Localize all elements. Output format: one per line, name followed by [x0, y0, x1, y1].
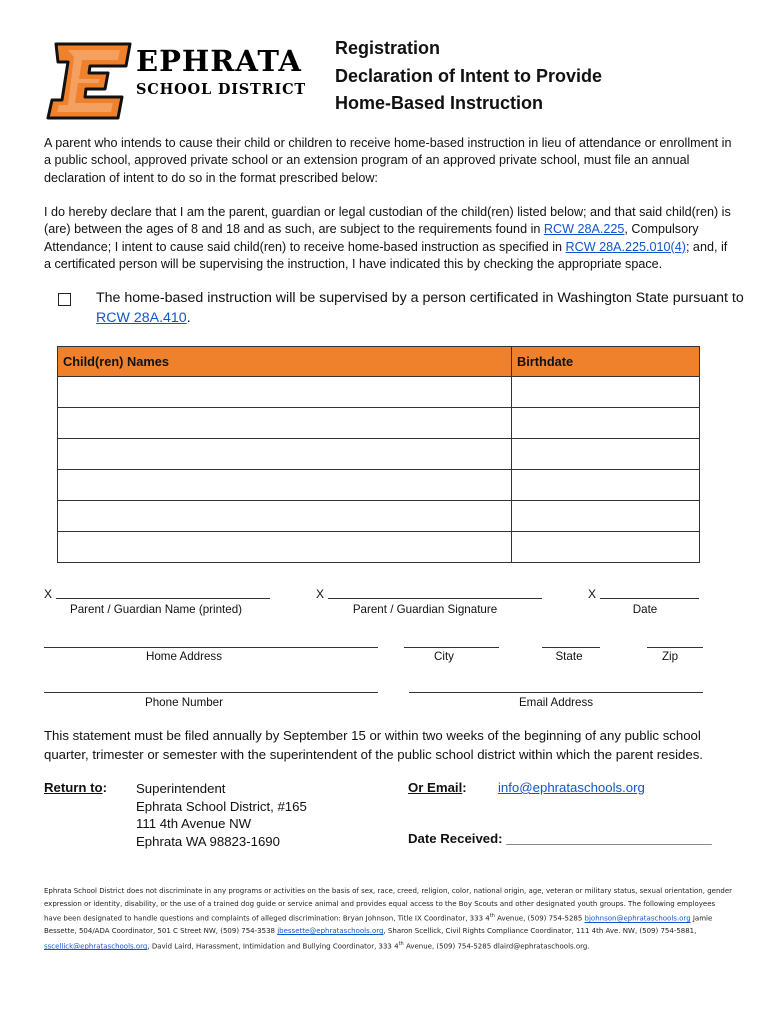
date-label: Date: [632, 603, 658, 616]
intro-paragraph: A parent who intends to cause their child or children to receive home-based instruction in lieu of attendance or enrollment in a public school, approved private school or an extension program of an approved private school, must file an annual declaration of intent to do so in the format prescribed below:: [44, 136, 732, 185]
sscellick-email-link[interactable]: sscellick@ephrataschools.org: [44, 942, 148, 951]
info-email-link[interactable]: info@ephrataschools.org: [498, 780, 645, 795]
child-name-cell[interactable]: [58, 470, 512, 501]
table-row: [58, 470, 700, 501]
title-line: Registration: [335, 38, 441, 58]
ordinal-suffix: th: [489, 913, 495, 920]
notice-text: Avenue, (509) 754-5285 dlaird@ephrataschools.org.: [403, 942, 590, 951]
notice-text: Avenue, (509) 754-5285: [494, 914, 585, 923]
rcw-28a410-link[interactable]: RCW 28A.410: [96, 309, 187, 326]
parent-name-line[interactable]: [56, 598, 270, 599]
city-line[interactable]: [404, 647, 499, 648]
notice-text: Jamie Bessette, 504/ADA Coordinator, 501 C Street NW, (509) 754-3538: [44, 914, 713, 936]
or-email-label: [408, 780, 467, 795]
table-header-row: [58, 347, 700, 377]
address-line: Ephrata WA 98823-1690: [136, 833, 280, 849]
parent-name-label: Parent / Guardian Name (printed): [69, 603, 243, 616]
return-to-label: [44, 780, 107, 795]
parent-signature-line[interactable]: [328, 598, 542, 599]
brand-name: EPHRATA: [136, 44, 302, 78]
x-mark: X: [588, 587, 597, 601]
declaration-text: ; and, if a certificated person will be supervising the instruction, I have indicated this by checking the appropriate space.: [44, 239, 728, 271]
home-address-label: Home Address: [145, 650, 223, 663]
rcw-28a225010-link[interactable]: RCW 28A.225.010(4): [565, 239, 686, 254]
return-to-colon: :: [102, 780, 108, 795]
date-line[interactable]: [600, 598, 699, 599]
table-row: [58, 532, 700, 563]
title-line: Declaration of Intent to Provide: [335, 65, 603, 86]
district-logo: [46, 40, 132, 122]
state-label: State: [555, 650, 583, 663]
declaration-text: , Compulsory Attendance; I intent to cause said child(ren) to receive home-based instruction as specified in: [44, 222, 699, 254]
birthdate-cell[interactable]: [512, 408, 700, 439]
birthdate-cell[interactable]: [512, 532, 700, 563]
or-email-text: Or Email: [408, 780, 463, 795]
ordinal-suffix: th: [398, 941, 404, 948]
birthdate-cell[interactable]: [512, 501, 700, 532]
declaration-text: I do hereby declare that I am the parent, guardian or legal custodian of the child(ren) listed below; and that said child(ren) is (are) between the ages of 8 and 18 and as such, are subject to the requirements found in: [44, 205, 731, 237]
x-mark: X: [316, 587, 325, 601]
certificated-end: .: [186, 309, 191, 326]
table-row: [58, 439, 700, 470]
form-title: [335, 35, 602, 118]
table-row: [58, 501, 700, 532]
address-line: 111 4th Avenue NW: [136, 816, 252, 831]
birthdate-cell[interactable]: [512, 439, 700, 470]
brand-subtitle: SCHOOL DISTRICT: [136, 81, 306, 98]
phone-label: Phone Number: [145, 696, 223, 709]
or-email-colon: :: [462, 780, 467, 795]
state-line[interactable]: [542, 647, 600, 648]
notice-text: , Sharon Scellick, Civil Rights Compliance Coordinator, 111 4th Ave. NW, (509) 754-5881,: [383, 927, 697, 936]
return-to-text: Return to: [44, 780, 103, 795]
child-name-cell[interactable]: [58, 532, 512, 563]
child-name-cell[interactable]: [58, 501, 512, 532]
certificated-checkbox[interactable]: [58, 293, 71, 306]
email-line[interactable]: [409, 692, 703, 693]
jbessette-email-link[interactable]: jbessette@ephrataschools.org: [277, 927, 384, 936]
table-row: [58, 377, 700, 408]
bjohnson-email-link[interactable]: bjohnson@ephrataschools.org: [584, 914, 691, 923]
declaration-paragraph: [44, 204, 734, 273]
notice-text: , David Laird, Harassment, Intimidation and Bullying Coordinator, 333 4: [147, 942, 399, 951]
notice-text: Ephrata School District does not discriminate in any programs or activities on the basis of sex, race, creed, religion, color, national origin, age, veteran or military status, sexual orientation, gender expression or identity, disability, or the use of a trained dog guide or service animal and provides equal access to the Boy Scouts and other designated youth groups. The following employees have been designated to handle questions and complaints of alleged discrimination: Bryan Johnson, Title IX Coordinator, 333 4: [44, 887, 733, 923]
home-address-line[interactable]: [44, 647, 378, 648]
col-birthdate: Birthdate: [512, 347, 700, 377]
child-name-cell[interactable]: [58, 439, 512, 470]
address-line: Ephrata School District, #165: [136, 798, 307, 814]
certificated-text: The home-based instruction will be supervised by a person certificated in Washington State pursuant to: [96, 290, 744, 306]
child-name-cell[interactable]: [58, 377, 512, 408]
address-line: Superintendent: [136, 781, 226, 796]
table-row: [58, 408, 700, 439]
rcw-28a225-link[interactable]: RCW 28A.225: [543, 222, 625, 237]
x-mark: X: [44, 587, 53, 601]
city-label: City: [434, 650, 454, 663]
certificated-statement: [96, 289, 746, 328]
birthdate-cell[interactable]: [512, 470, 700, 501]
col-children-names: Child(ren) Names: [58, 347, 512, 377]
phone-line[interactable]: [44, 692, 378, 693]
birthdate-cell[interactable]: [512, 377, 700, 408]
zip-label: Zip: [661, 650, 679, 663]
child-name-cell[interactable]: [58, 408, 512, 439]
email-label: Email Address: [518, 696, 594, 709]
return-address: [136, 780, 307, 850]
children-table: [57, 346, 700, 563]
title-line: Home-Based Instruction: [335, 93, 544, 113]
non-discrimination-notice: [44, 885, 734, 953]
zip-line[interactable]: [647, 647, 703, 648]
parent-signature-label: Parent / Guardian Signature: [352, 603, 498, 616]
filing-statement: This statement must be filed annually by September 15 or within two weeks of the beginning of any public school quarter, trimester or semester with the superintendent of the public school district within which the parent resides.: [44, 728, 703, 762]
date-received: Date Received: ____________________________: [408, 831, 712, 846]
